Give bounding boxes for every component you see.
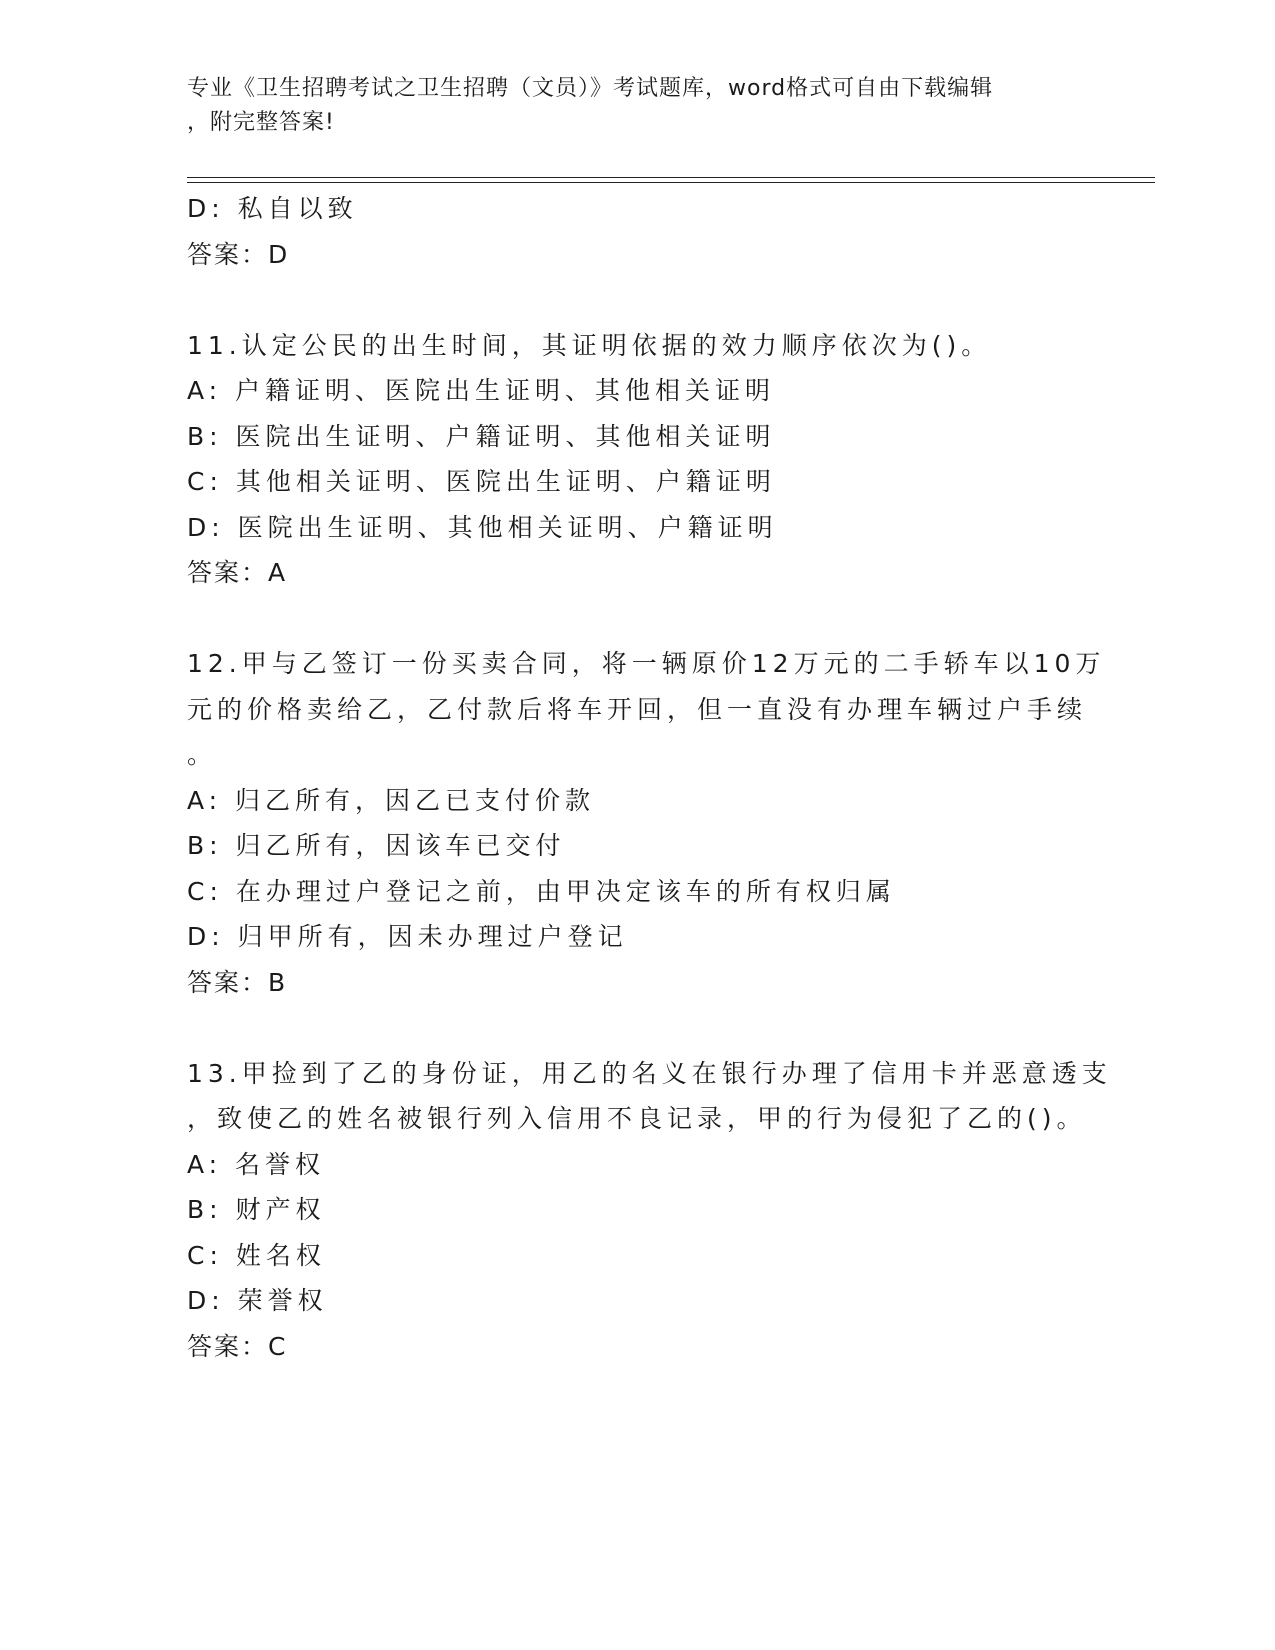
question-stem: 。 xyxy=(187,740,218,769)
option-a: A: 名誉权 xyxy=(187,1149,326,1179)
header-rule-top xyxy=(187,177,1155,178)
option-b: B: 医院出生证明、户籍证明、其他相关证明 xyxy=(187,421,776,451)
answer: 答案：A xyxy=(187,558,288,587)
option-d: D: 私自以致 xyxy=(187,194,358,223)
option-d: D: 归甲所有，因未办理过户登记 xyxy=(187,922,628,951)
answer: 答案：C xyxy=(187,1331,288,1361)
header-line-1: 专业《卫生招聘考试之卫生招聘（文员）》考试题库，word格式可自由下载编辑 xyxy=(187,76,994,101)
question-13 xyxy=(187,1051,1112,1370)
question-stem: 11.认定公民的出生时间，其证明依据的效力顺序依次为()。 xyxy=(187,330,992,360)
question-11 xyxy=(187,323,1087,596)
option-c: C: 姓名权 xyxy=(187,1240,326,1270)
question-12 xyxy=(187,641,1106,1005)
option-a: A: 归乙所有，因乙已支付价款 xyxy=(187,785,596,815)
option-a: A: 户籍证明、医院出生证明、其他相关证明 xyxy=(187,376,776,405)
document-body xyxy=(187,186,1112,1369)
header-line-2: ，附完整答案! xyxy=(187,110,335,135)
option-d: D: 荣誉权 xyxy=(187,1286,328,1315)
question-stem: ，致使乙的姓名被银行列入信用不良记录，甲的行为侵犯了乙的()。 xyxy=(187,1104,1087,1133)
question-stem: 元的价格卖给乙，乙付款后将车开回，但一直没有办理车辆过户手续 xyxy=(187,694,1088,724)
question-stem: 13.甲捡到了乙的身份证，用乙的名义在银行办理了信用卡并恶意透支 xyxy=(187,1058,1112,1088)
header-rule-bottom xyxy=(187,182,1155,183)
option-d: D: 医院出生证明、其他相关证明、户籍证明 xyxy=(187,512,778,542)
question-stem: 12.甲与乙签订一份买卖合同，将一辆原价12万元的二手轿车以10万 xyxy=(187,649,1106,678)
option-b: B: 财产权 xyxy=(187,1195,326,1224)
option-c: C: 其他相关证明、医院出生证明、户籍证明 xyxy=(187,467,776,496)
option-c: C: 在办理过户登记之前，由甲决定该车的所有权归属 xyxy=(187,876,896,906)
option-b: B: 归乙所有，因该车已交付 xyxy=(187,831,566,860)
document-header xyxy=(187,72,1087,140)
answer: 答案：B xyxy=(187,967,288,997)
prev-question-tail xyxy=(187,186,1087,277)
answer: 答案：D xyxy=(187,239,290,269)
